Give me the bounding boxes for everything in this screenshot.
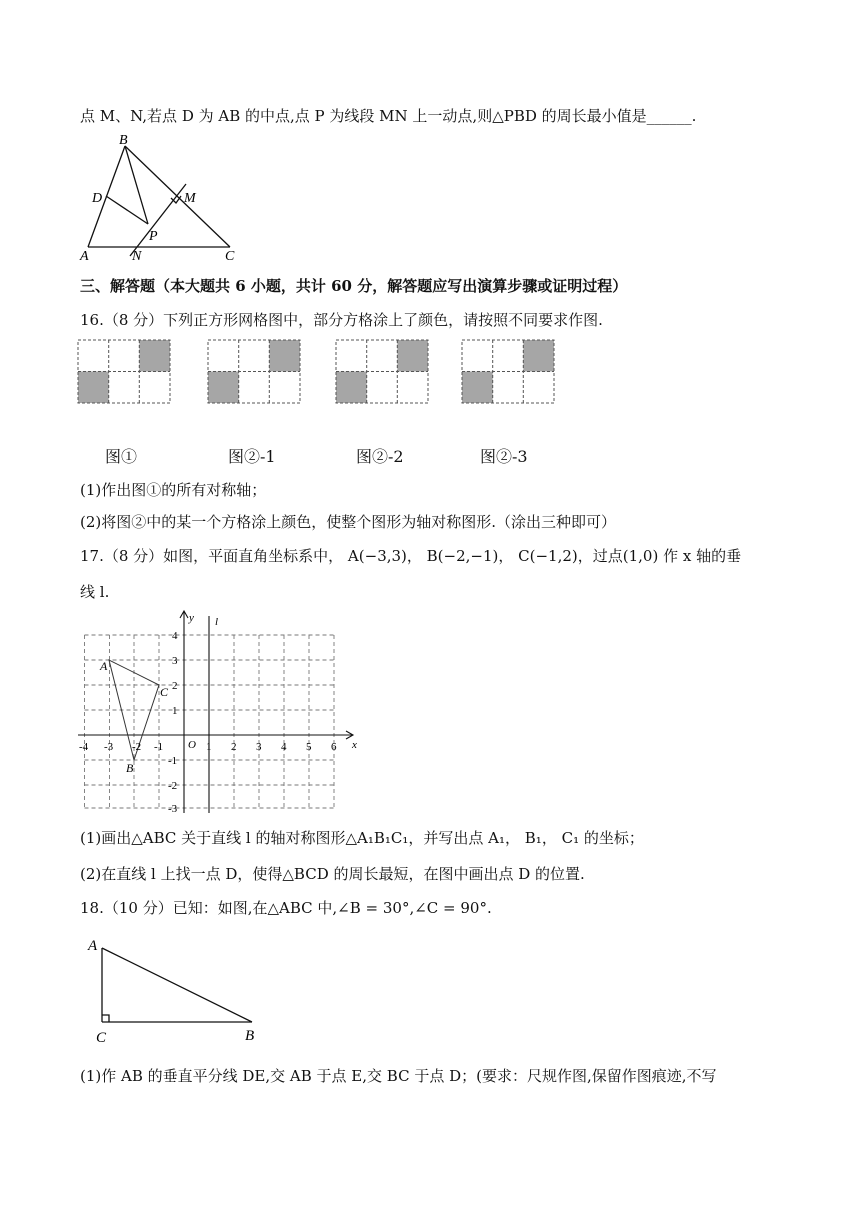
q17-coordinate-graph [76,608,366,813]
q17-stem-line2: 线 l. [80,583,110,601]
y-tick-1: 1 [172,705,178,717]
x-tick--1: -1 [154,741,164,753]
x-tick-6: 6 [331,741,337,753]
q18-stem: 18.（10 分）已知：如图,在△ABC 中,∠B = 30°,∠C = 90°. [80,899,492,917]
label-P: P [149,229,158,244]
point-A-label: A [100,659,108,673]
q17-part2: (2)在直线 l 上找一点 D，使得△BCD 的周长最短，在图中画出点 D 的位置. [80,865,585,883]
line-l-label: l [215,616,219,628]
caption-fig1: 图① [105,447,138,466]
q16-grids [76,338,596,408]
q15-text: 点 M、N,若点 D 为 AB 的中点,点 P 为线段 MN 上一动点,则△PBD 的周长最小值是______. [80,107,697,125]
axis-y-label: y [189,612,194,624]
x-tick-1: 1 [206,741,212,753]
y-tick--2: -2 [168,780,178,792]
q15-triangle-figure [70,132,270,262]
label-B: B [119,133,128,148]
section3-heading: 三、解答题（本大题共 6 小题，共计 60 分，解答题应写出演算步骤或证明过程） [80,277,628,295]
x-tick-4: 4 [281,741,287,753]
q16-part1: (1)作出图①的所有对称轴； [80,481,267,499]
x-tick--3: -3 [104,741,114,753]
y-tick--3: -3 [168,803,178,813]
y-tick-3: 3 [172,655,178,667]
y-tick-2: 2 [172,680,178,692]
x-tick--4: -4 [79,741,89,753]
x-tick-2: 2 [231,741,237,753]
origin-label: O [188,739,196,751]
axis-x-label: x [352,739,357,751]
caption-fig2-1: 图②-1 [228,447,276,466]
caption-fig2-2: 图②-2 [356,447,404,466]
x-tick-3: 3 [256,741,262,753]
q18-part1: (1)作 AB 的垂直平分线 DE,交 AB 于点 E,交 BC 于点 D；(要求：尺规作图,保留作图痕迹,不写 [80,1067,717,1085]
y-tick-4: 4 [172,630,178,642]
q17-stem-line1: 17.（8 分）如图，平面直角坐标系中， A(−3,3)， B(−2,−1)， C(−1,2)，过点(1,0) 作 x 轴的垂 [80,547,742,565]
point-B-label: B [126,761,134,775]
label-C: C [225,249,235,262]
q16-part2: (2)将图②中的某一个方格涂上颜色，使整个图形为轴对称图形.（涂出三种即可） [80,513,617,531]
y-tick--1: -1 [168,755,178,767]
label-A: A [88,938,98,954]
label-D: D [92,191,103,206]
x-tick-5: 5 [306,741,312,753]
label-A: A [80,249,89,262]
point-C-label: C [160,685,169,699]
x-tick--2: -2 [132,741,142,753]
q17-part1: (1)画出△ABC 关于直线 l 的轴对称图形△A₁B₁C₁，并写出点 A₁， B₁， C₁ 的坐标； [80,829,644,847]
q16-stem: 16.（8 分）下列正方形网格图中，部分方格涂上了颜色，请按照不同要求作图. [80,311,603,329]
q18-right-triangle [80,930,280,1050]
label-B: B [245,1028,255,1044]
label-N: N [132,249,142,262]
caption-fig2-3: 图②-3 [480,447,528,466]
label-C: C [96,1030,107,1046]
label-M: M [184,191,196,206]
